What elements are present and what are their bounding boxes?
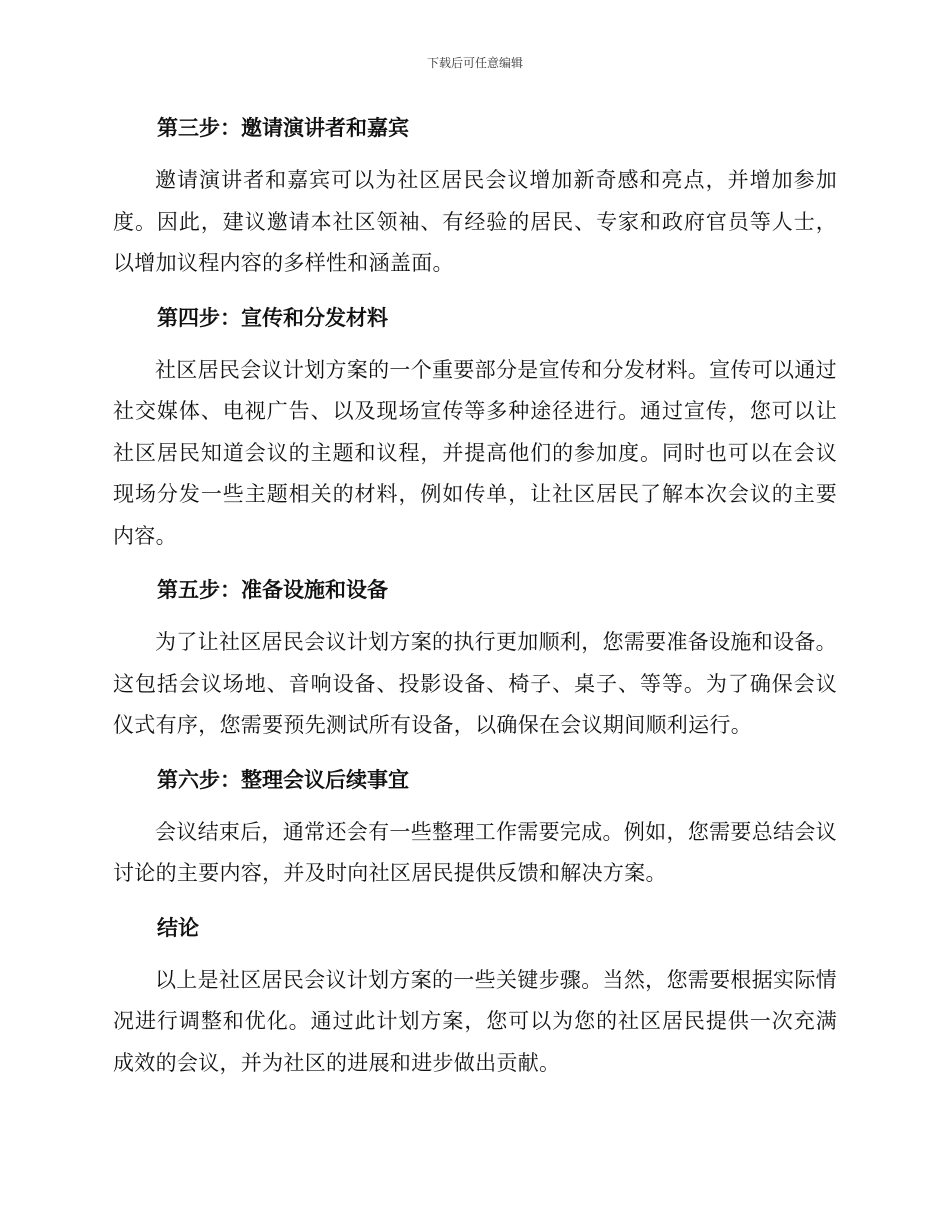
section-heading-step5: 第五步：准备设施和设备 bbox=[157, 578, 388, 602]
section-heading-step3: 第三步：邀请演讲者和嘉宾 bbox=[157, 116, 409, 140]
section-paragraph-step3: 邀请演讲者和嘉宾可以为社区居民会议增加新奇感和亮点，并增加参加度。因此，建议邀请本社区领袖、有经验的居民、专家和政府官员等人士，以增加议程内容的多样性和涵盖面。 bbox=[113, 168, 837, 275]
page-header: 下载后可任意编辑 bbox=[426, 56, 523, 70]
section-heading-conclusion: 结论 bbox=[157, 915, 199, 940]
section-heading-step4: 第四步：宣传和分发材料 bbox=[157, 305, 388, 330]
section-paragraph-step6: 会议结束后，通常还会有一些整理工作需要完成。例如，您需要总结会议讨论的主要内容，并及时向社区居民提供反馈和解决方案。 bbox=[113, 819, 837, 885]
section-paragraph-step5: 为了让社区居民会议计划方案的执行更加顺利，您需要准备设施和设备。这包括会议场地、音响设备、投影设备、椅子、桌子、等等。为了确保会议仪式有序，您需要预先测试所有设备，以确保在会议期间顺利运行。 bbox=[113, 630, 837, 737]
document-body bbox=[113, 108, 837, 1097]
section-paragraph-conclusion: 以上是社区居民会议计划方案的一些关键步骤。当然，您需要根据实际情况进行调整和优化。通过此计划方案，您可以为您的社区居民提供一次充满成效的会议，并为社区的进展和进步做出贡献。 bbox=[113, 967, 837, 1075]
section-paragraph-step4: 社区居民会议计划方案的一个重要部分是宣传和分发材料。宣传可以通过社交媒体、电视广告、以及现场宣传等多种途径进行。通过宣传，您可以让社区居民知道会议的主题和议程，并提高他们的参加度。同时也可以在会议现场分发一些主题相关的材料，例如传单，让社区居民了解本次会议的主要内容。 bbox=[113, 357, 837, 548]
section-heading-step6: 第六步：整理会议后续事宜 bbox=[157, 767, 409, 792]
